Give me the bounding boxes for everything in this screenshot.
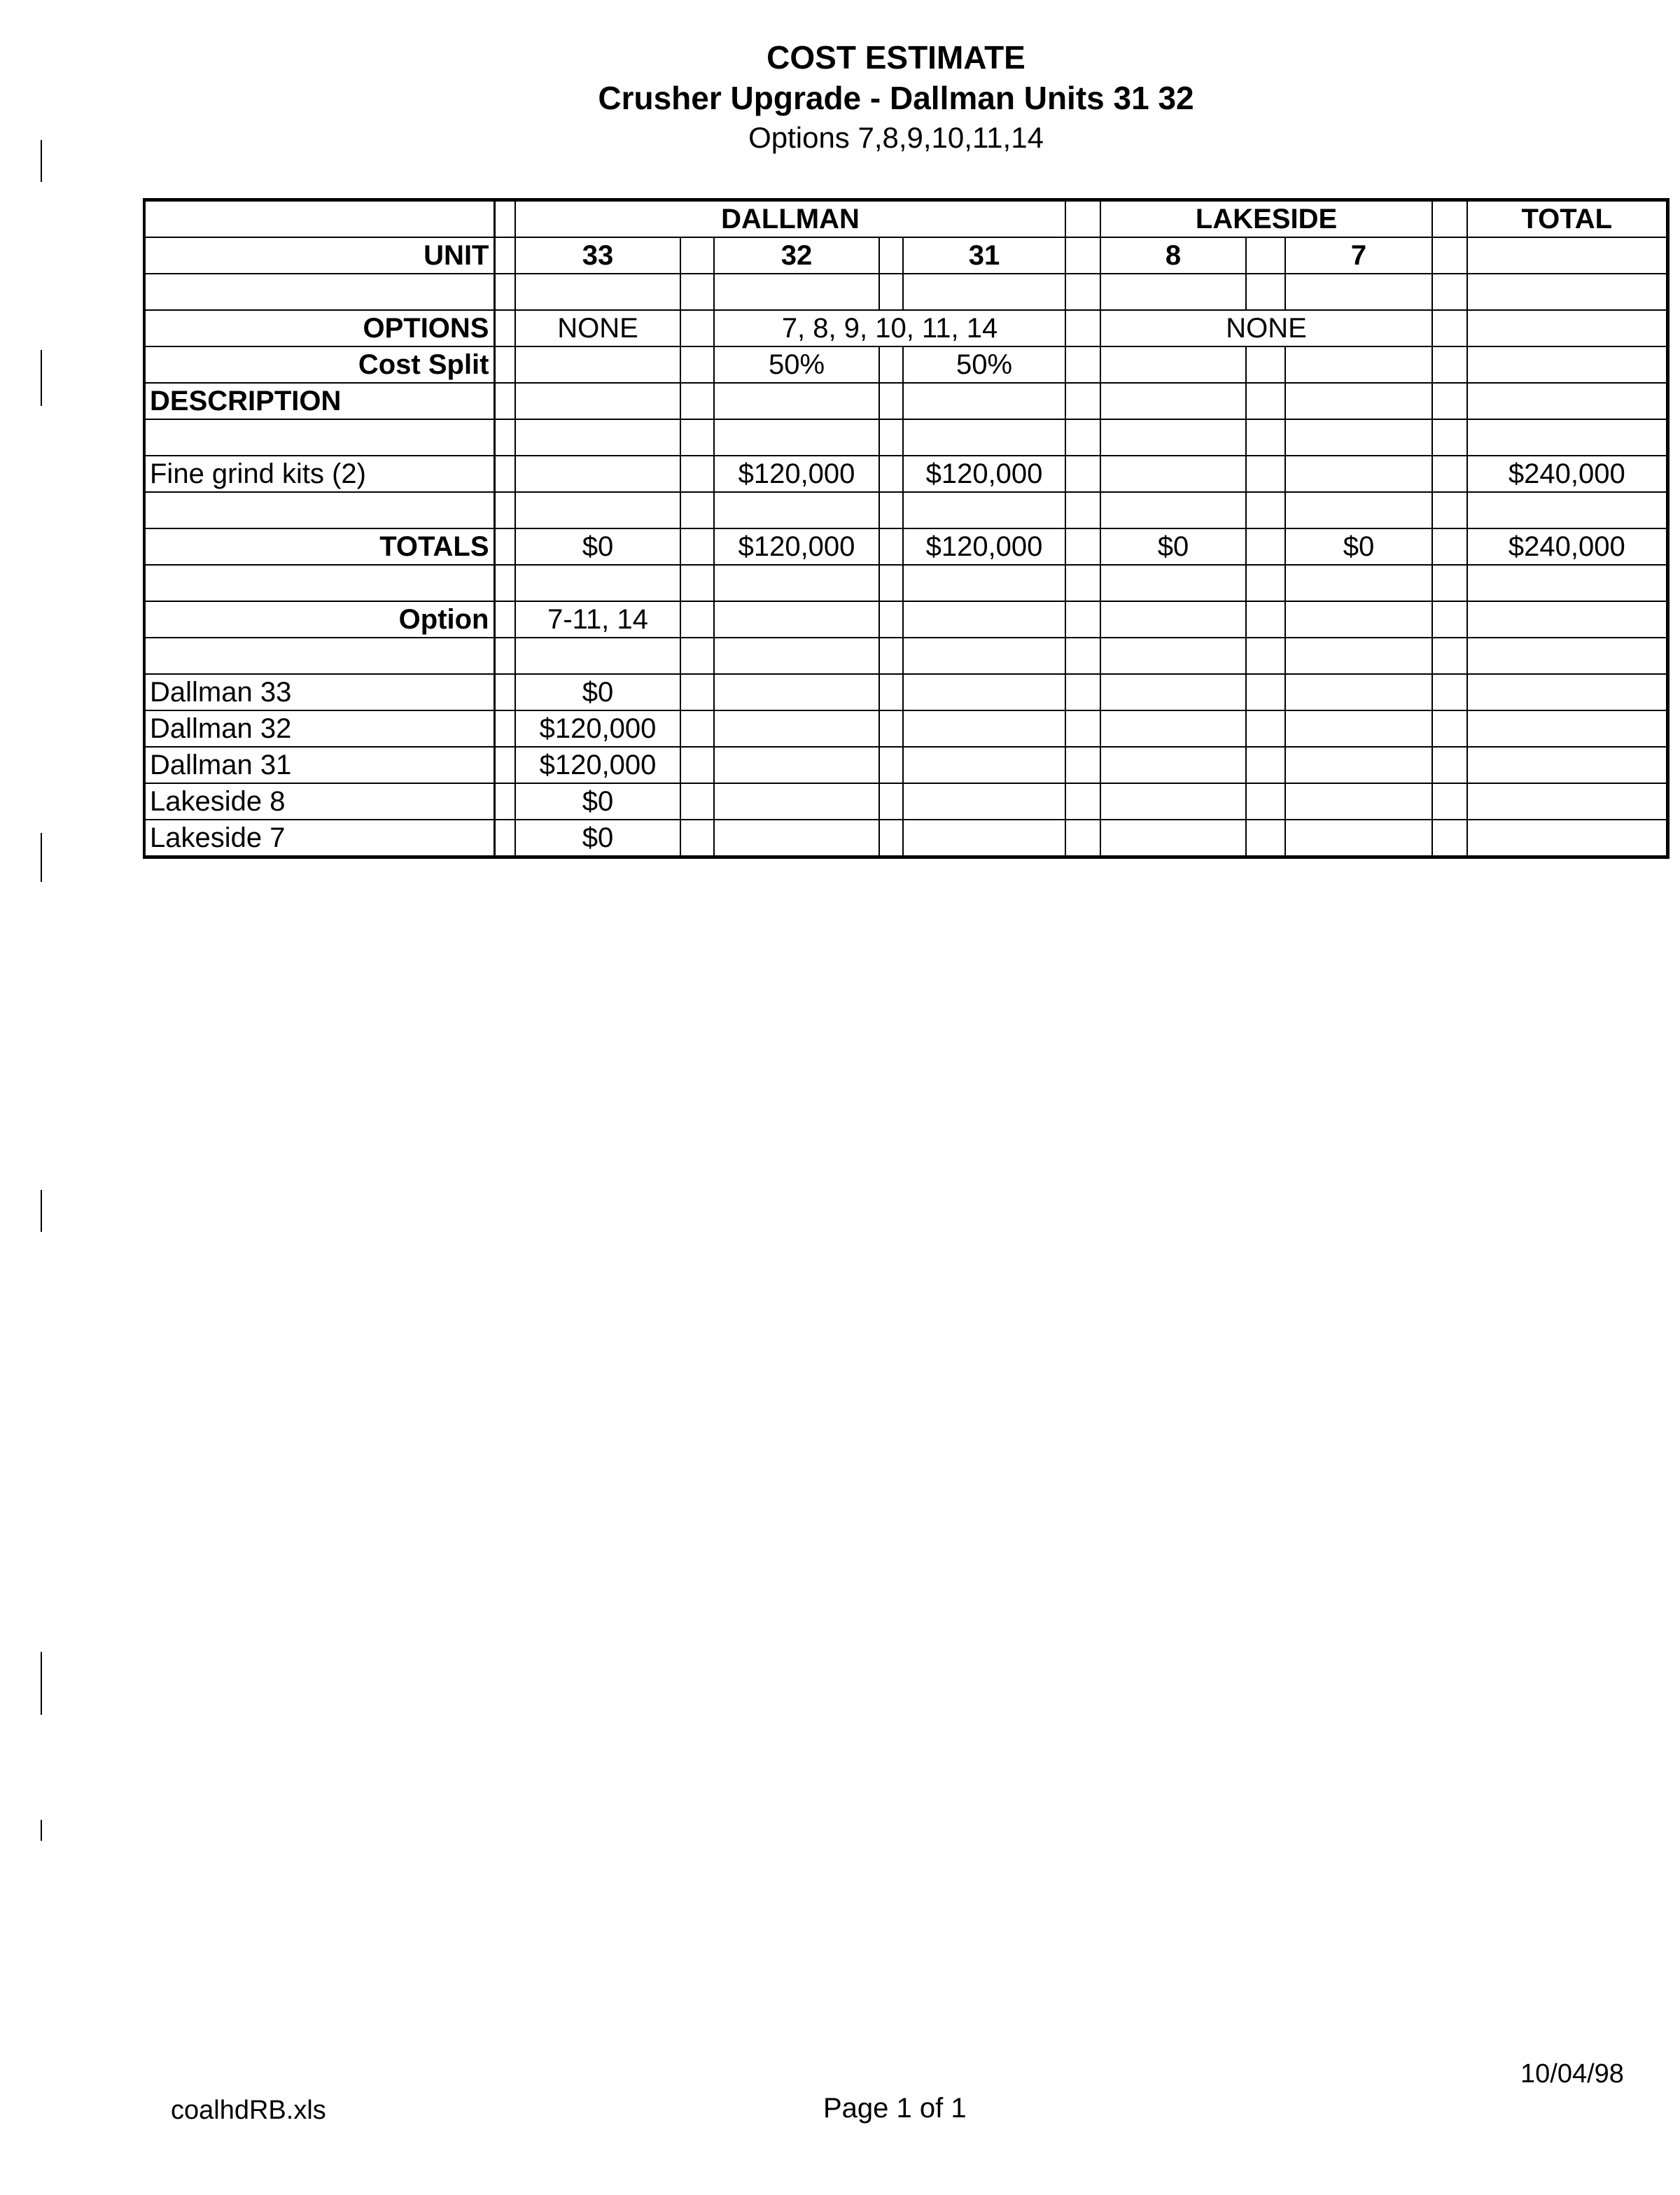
dallman-group-header: DALLMAN bbox=[515, 200, 1065, 238]
scan-mark bbox=[41, 350, 42, 406]
options-row bbox=[144, 310, 1667, 346]
unit-33: 33 bbox=[515, 237, 680, 274]
document-title: COST ESTIMATE bbox=[766, 39, 1026, 76]
totals-grand-total: $240,000 bbox=[1467, 528, 1667, 565]
options-label: OPTIONS bbox=[144, 310, 494, 346]
scan-mark bbox=[41, 833, 42, 882]
group-header-row bbox=[144, 200, 1667, 238]
breakdown-label: Lakeside 7 bbox=[144, 820, 494, 857]
breakdown-value: $0 bbox=[515, 674, 680, 710]
totals-31: $120,000 bbox=[903, 528, 1065, 565]
table-cell bbox=[1432, 200, 1467, 238]
blank-row bbox=[144, 638, 1667, 674]
table-cell bbox=[680, 237, 714, 274]
breakdown-row bbox=[144, 747, 1667, 783]
breakdown-label: Lakeside 8 bbox=[144, 783, 494, 820]
table-cell bbox=[1467, 237, 1667, 274]
footer-filename: coalhdRB.xls bbox=[171, 2096, 326, 2125]
unit-7: 7 bbox=[1285, 237, 1432, 274]
table-cell bbox=[494, 237, 515, 274]
blank-row bbox=[144, 565, 1667, 601]
table-cell bbox=[1065, 200, 1100, 238]
unit-32: 32 bbox=[714, 237, 879, 274]
table-cell bbox=[1432, 237, 1467, 274]
scan-mark bbox=[41, 1820, 42, 1841]
cost-split-row bbox=[144, 346, 1667, 383]
footer-page-number: Page 1 of 1 bbox=[823, 2093, 967, 2124]
document-subtitle: Crusher Upgrade - Dallman Units 31 32 bbox=[598, 80, 1194, 116]
table-cell bbox=[1065, 310, 1100, 346]
option-label: Option bbox=[144, 601, 494, 638]
blank-row bbox=[144, 492, 1667, 528]
cost-split-label: Cost Split bbox=[144, 346, 494, 383]
table-cell bbox=[1246, 237, 1285, 274]
description-row bbox=[144, 383, 1667, 419]
scan-mark bbox=[41, 1652, 42, 1715]
fine-grind-label: Fine grind kits (2) bbox=[144, 456, 494, 492]
breakdown-row bbox=[144, 674, 1667, 710]
totals-7: $0 bbox=[1285, 528, 1432, 565]
breakdown-label: Dallman 31 bbox=[144, 747, 494, 783]
breakdown-row bbox=[144, 710, 1667, 747]
cost-estimate-table bbox=[143, 198, 1670, 859]
scan-mark bbox=[41, 140, 42, 182]
cost-split-31: 50% bbox=[903, 346, 1065, 383]
table-cell bbox=[494, 310, 515, 346]
breakdown-value: $120,000 bbox=[515, 747, 680, 783]
title-block bbox=[0, 36, 1680, 158]
footer-date: 10/04/98 bbox=[1520, 2059, 1624, 2089]
table-cell bbox=[1065, 237, 1100, 274]
unit-label: UNIT bbox=[144, 237, 494, 274]
table-cell bbox=[879, 237, 903, 274]
breakdown-value: $0 bbox=[515, 820, 680, 857]
blank-row bbox=[144, 274, 1667, 310]
cost-split-32: 50% bbox=[714, 346, 879, 383]
fine-grind-32: $120,000 bbox=[714, 456, 879, 492]
lakeside-group-header: LAKESIDE bbox=[1100, 200, 1432, 238]
unit-31: 31 bbox=[903, 237, 1065, 274]
unit-8: 8 bbox=[1100, 237, 1246, 274]
options-lakeside: NONE bbox=[1100, 310, 1432, 346]
totals-32: $120,000 bbox=[714, 528, 879, 565]
total-column-header: TOTAL bbox=[1467, 200, 1667, 238]
option-value: 7-11, 14 bbox=[515, 601, 680, 638]
options-dallman: 7, 8, 9, 10, 11, 14 bbox=[714, 310, 1065, 346]
table-cell bbox=[494, 200, 515, 238]
breakdown-value: $120,000 bbox=[515, 710, 680, 747]
totals-row bbox=[144, 528, 1667, 565]
options-subtitle: Options 7,8,9,10,11,14 bbox=[748, 121, 1044, 154]
totals-8: $0 bbox=[1100, 528, 1246, 565]
totals-label: TOTALS bbox=[144, 528, 494, 565]
table-cell bbox=[1432, 310, 1467, 346]
table-cell bbox=[680, 310, 714, 346]
table-cell bbox=[1467, 310, 1667, 346]
options-unit-33: NONE bbox=[515, 310, 680, 346]
description-label: DESCRIPTION bbox=[144, 383, 494, 419]
fine-grind-total: $240,000 bbox=[1467, 456, 1667, 492]
fine-grind-row bbox=[144, 456, 1667, 492]
breakdown-row bbox=[144, 783, 1667, 820]
unit-row bbox=[144, 237, 1667, 274]
fine-grind-31: $120,000 bbox=[903, 456, 1065, 492]
blank-row bbox=[144, 419, 1667, 456]
breakdown-value: $0 bbox=[515, 783, 680, 820]
breakdown-label: Dallman 32 bbox=[144, 710, 494, 747]
totals-33: $0 bbox=[515, 528, 680, 565]
scan-mark bbox=[41, 1190, 42, 1232]
breakdown-row bbox=[144, 820, 1667, 857]
breakdown-label: Dallman 33 bbox=[144, 674, 494, 710]
table-cell bbox=[144, 200, 494, 238]
option-row bbox=[144, 601, 1667, 638]
